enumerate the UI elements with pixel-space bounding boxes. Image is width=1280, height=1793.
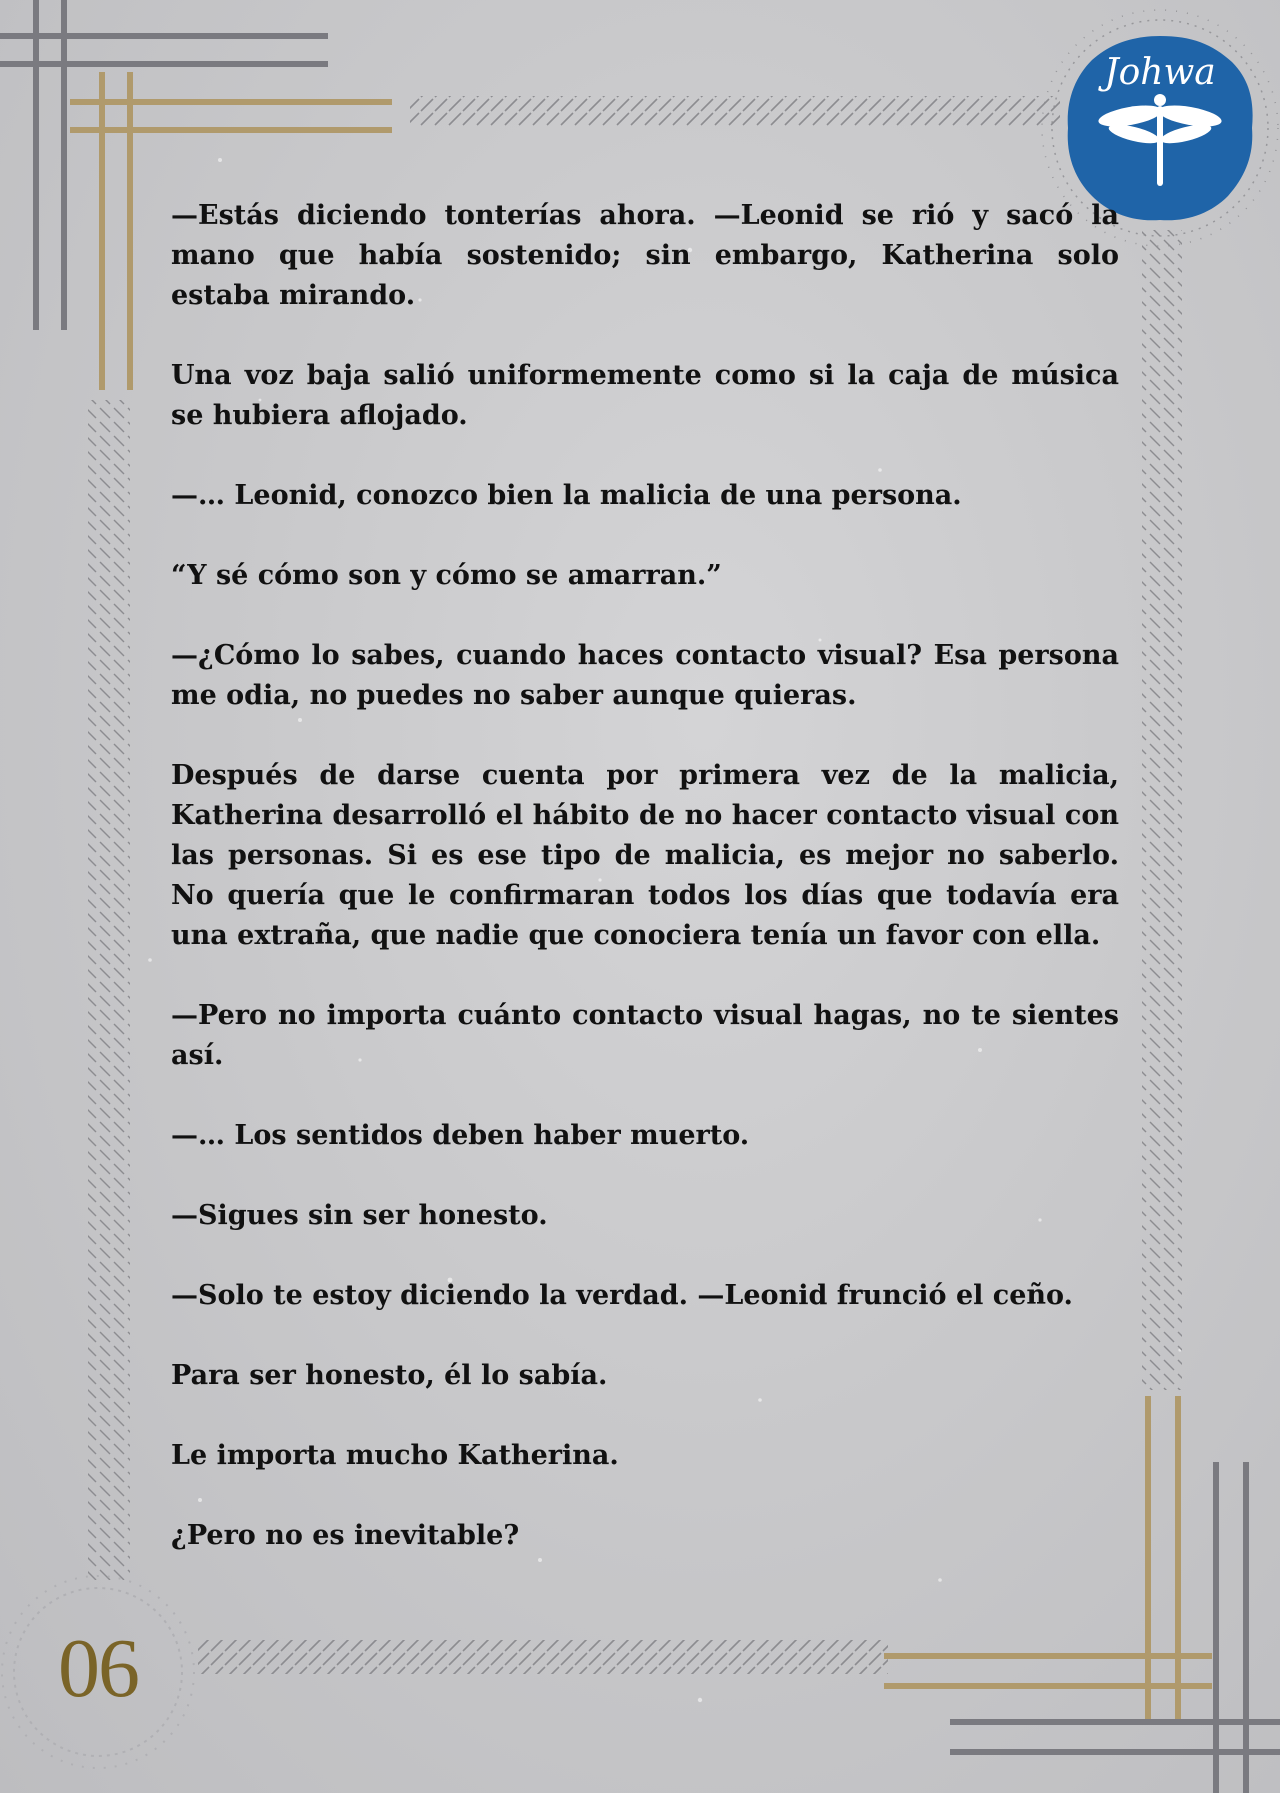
story-text — [171, 196, 1119, 1596]
page-number: 06 — [58, 1622, 138, 1715]
hatch-band-bottom — [198, 1640, 888, 1674]
paragraph-11: Para ser honesto, él lo sabía. — [171, 1360, 608, 1391]
paragraph-6: Después de darse cuenta por primera vez de la malicia, Katherina desarrolló el hábito de no hacer contacto visual con las personas. Si es ese tipo de malicia, es mejor no saberlo. No quería que le confirmaran todos los días que todavía era una extraña, que nadie que conociera tenía un favor con ella. — [171, 760, 1119, 951]
hatch-band-top — [410, 96, 1060, 126]
paragraph-10: —Solo te estoy diciendo la verdad. —Leonid frunció el ceño. — [171, 1280, 1073, 1311]
paragraph-1: —Estás diciendo tonterías ahora. —Leonid se rió y sacó la mano que había sostenido; sin embargo, Katherina solo estaba mirando. — [171, 200, 1119, 311]
brand-logo-text: Johwa — [1104, 52, 1216, 93]
paragraph-4: “Y sé cómo son y cómo se amarran.” — [171, 560, 722, 591]
paragraph-12: Le importa mucho Katherina. — [171, 1440, 619, 1471]
paragraph-8: —… Los sentidos deben haber muerto. — [171, 1120, 750, 1151]
paragraph-13: ¿Pero no es inevitable? — [171, 1520, 520, 1551]
paragraph-2: Una voz baja salió uniformemente como si la caja de música se hubiera aflojado. — [171, 360, 1119, 431]
paragraph-5: —¿Cómo lo sabes, cuando haces contacto visual? Esa persona me odia, no puedes no saber aunque quieras. — [171, 640, 1119, 711]
hatch-band-left — [88, 400, 130, 1580]
paragraph-7: —Pero no importa cuánto contacto visual hagas, no te sientes así. — [171, 1000, 1119, 1071]
paragraph-3: —… Leonid, conozco bien la malicia de una persona. — [171, 480, 962, 511]
hatch-band-right — [1142, 230, 1182, 1390]
paragraph-9: —Sigues sin ser honesto. — [171, 1200, 548, 1231]
